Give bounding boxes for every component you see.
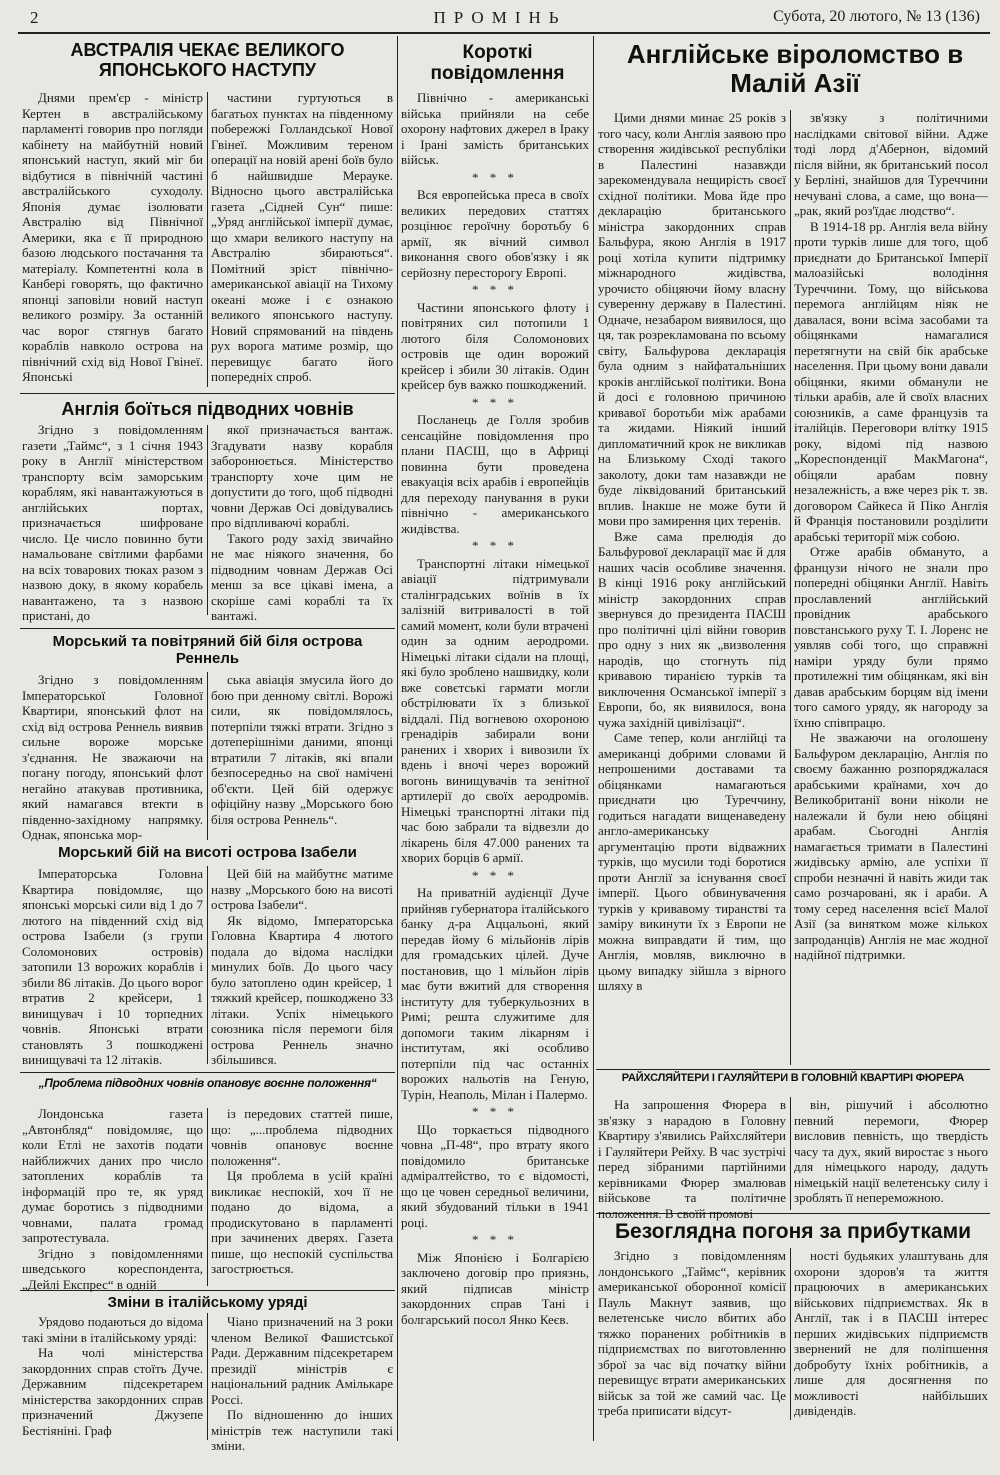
article-body: [211, 672, 393, 827]
separator-asterisks: * * *: [472, 1104, 518, 1119]
paragraph: Такого роду захід звичайно не має ніякого значення, бо підводним човнам Держав Осі менш за все цікаві імена, а скоріше самі кораблі та їх вантажі.: [211, 530, 393, 623]
brief-item: Між Японією і Болгарією заключено договір про приязнь, який підписав міністр закордонних справ Тані і болгарський посол Янко Кеєв.: [401, 1249, 589, 1327]
subcolumn-divider: [207, 1313, 208, 1440]
paragraph: Лондонська газета „Автонбляд“ повідомляє, що коли Етлі не захотів подати найближчих даних про число затоплених кораблів та інформацій про те, як уряд думає боротись з підводними човнами, палата громад запротестувала.: [22, 1106, 203, 1245]
article-body: [598, 1097, 786, 1221]
paragraph: Як відомо, Імператорська Головна Квартира 4 лютого подала до відома наслідки минулих боїв. До цього часу було затоплено один крейсер, 1 тяжкий крейсер, пошкоджено 33 літаки. Успіх німецького союзника після перемоги біля острова Реннель значно збільшився.: [211, 912, 393, 1067]
article-body: [211, 90, 393, 385]
paragraph: Цими днями минає 25 років з того часу, коли Англія заявою про створення жидівської республіки в Палестині назавжди зарекомендувала нещирість своєї східної політики. Мова йде про декларацію британського міністра закордонних справ Бальфура, якою Англія в 1917 році хотіла купити підтримку міжнародного жидівства, урочисто обіцяючи йому власну суверенну державу в Палестині. Одначе, незабаром виявилося, що ця, так розрекламована по всьому світу, Бальфурова декларація була одним з найфатальніших кроків англійської політики. Вона й досі є головною причиною кривавої боротьби між арабами та жидами. Ніякий інший дипломатичний крок не викликав на Близькому Сході такого заколоту, доки там назавжди не буде ліквідований британський вплив. Інакше не може бути й мови про замирення цих теренів.: [598, 110, 786, 528]
brief-item: Частини японського флоту і повітряних сил потопили 1 лютого біля Соломонових островів ще один ворожий крейсер і збили 30 літаків. Один крейсер був важко пошкоджений.: [401, 299, 589, 392]
subcolumn-divider: [207, 92, 208, 387]
article-rule: [20, 393, 395, 394]
article-title: „Проблема підводних човнів опановує воєнне положення“: [38, 1076, 377, 1090]
column-divider: [593, 36, 594, 1441]
newspaper-name: ПРОМІНЬ: [433, 8, 567, 27]
page-number: 2: [30, 8, 39, 27]
paragraph: Згідно з повідомленням лондонського „Таймс“, керівник американської оборонної комісії Пауль Макнут заявив, що велетенське число вбитих або тяжко поранених робітників в підприємствах по виготовленню зброї за час від початку війни перевищує втрати американських військ за той же самий час. Це треба приписати відсут-: [598, 1248, 786, 1418]
paragraph: Згідно з повідомленням газети „Таймс“, з 1 січня 1943 року в Англії міністерством транспорту всім заморським кораблям, які навантажуються в англійських портах, призначається шифроване число. Це число повинно бути намальоване світлими фарбами на всіх товарових тюках разом з назвою доку, в якому корабель навантажено, та з назвою пристані, до: [22, 422, 203, 623]
article-rule: [20, 1072, 395, 1073]
subcolumn-divider: [790, 110, 791, 1065]
paragraph: зв'язку з політичними наслідками світової війни. Адже тоді лорд д'Абернон, відомий після війни, як британський посол у Берліні, знайшов для Туреччини нечувані слова, а саме, що вона—„рак, який роз'їдає людство“.: [794, 110, 988, 218]
article-body: [211, 422, 393, 624]
subcolumn-divider: [207, 672, 208, 840]
paragraph: частини гуртуються в багатьох пунктах на південному побережжі Голландської Нової Гвінеї. Можливим тереном операції на новій арені боїв було б найшвидше Мерауке. Відносно цього австралійська газета „Сідней Сун“ пише: „Уряд англійської імперії думає, що хмари великого наступу на Австралію збираються“. Помітний зріст північно-американської авіації на Тихому океані може і є ознакою великого японського наступу. Новий спрямований на південь рух ворога матиме розмір, що перевищує багато його попередніх спроб.: [211, 90, 393, 384]
briefs-title: Короткі повідомлення: [430, 42, 565, 85]
subcolumn-divider: [790, 1248, 791, 1420]
separator-asterisks: * * *: [472, 1232, 518, 1247]
paragraph: Імператорська Головна Квартира повідомляє, що японські морські сили від 1 до 7 лютого на південний схід від острова Ізабели (з групи Соломонових островів) затопили 13 ворожих кораблів і збили 86 літаків. До цього ворог втратив 2 крейсери, 1 винищувач і 10 торпедних човнів. Японські втрати становлять 3 пошкоджені винищувачі та 12 літаків.: [22, 866, 203, 1067]
brief-item: На приватній аудієнції Дуче прийняв губернатора італійського банку д-ра Аццальоні, який передав йому 6 мільйонів лірів для громадських цілей. Дуче постановив, що 1 мільйон лірів має бути вжитий для створення інституту для туберкульозних в Римі; решта служитиме для допомоги таким лікарням і інститутам, які особливо потерпіли під час останніх ворожих нальотів на Геную, Турін, Неаполь, Мілан і Палермо.: [401, 885, 589, 1102]
paragraph: він, рішучий і абсолютно певний перемоги, Фюрер висловив певність, що твердість часу та дух, який виростає з нього для німецького народу, дадуть німецькій нації велетенську силу і зроблять її непереможною.: [794, 1097, 988, 1205]
article-body: [211, 866, 393, 1068]
paragraph: Не зважаючи на оголошену Бальфуром декларацію, Англія по своєму бажанню розпоряджалася арабськими країнами, хоч до Великобританії вони ніколи не належали й були нею обіцяні арабам. Сьогодні Англія намагається тримати в Палестині жидівську армію, але успіхи її спроби незначні й навіть жиди так само розчаровані, як і араби. А тому серед населення всієї Малої Азії (за винятком може кількох запроданців) Англія не має жодної надійної підтримки.: [794, 730, 988, 962]
article-body: [211, 1106, 393, 1277]
article-title: Безоглядна погоня за прибутками: [614, 1220, 972, 1243]
article-title: Англійське віроломство в Малій Азії: [626, 39, 964, 99]
article-body: [22, 1106, 203, 1292]
article-body: [794, 1097, 988, 1206]
article-body: [794, 1248, 988, 1419]
article-body: [211, 1314, 393, 1454]
issue-date: Субота, 20 лютого, № 13 (136): [773, 8, 980, 25]
paragraph: ська авіація змусила його до бою при денному світлі. Ворожі сили, як повідомлялось, потерпіли тяжкі втрати. Згідно з дотеперішніми даними, японці втратили 7 літаків, які впали безпосередньо на свої намічені об'єкти. Цей бій одержує офіційну назву „Морського бою біля острова Реннель“.: [211, 672, 393, 827]
article-rule: [596, 1069, 990, 1070]
article-body: [22, 90, 203, 385]
subcolumn-divider: [207, 425, 208, 615]
brief-item: Північно - американські війська прийняли на себе охорону нафтових джерел в Іраку і Ірані замість британських військ.: [401, 90, 589, 167]
separator-asterisks: * * *: [472, 394, 518, 410]
brief-item: Посланець де Голля зробив сенсаційне повідомлення про плани ПАСШ, що в Африці повинна бути проведена евакуація всіх арабів і европейців для переходу панування в руки північно - американського жидівства.: [401, 412, 589, 536]
separator-asterisks: * * *: [472, 169, 518, 185]
paragraph: Чіано призначений на 3 роки членом Великої Фашистської Ради. Державним підсекретарем президії міністрів є національний радник Амількаре Россі.: [211, 1314, 393, 1407]
separator-asterisks: * * *: [472, 538, 518, 553]
paragraph: По відношенню до інших міністрів теж наступили такі зміни.: [211, 1407, 393, 1453]
header-rule: [18, 32, 990, 34]
article-body: [794, 110, 988, 963]
subcolumn-divider: [207, 866, 208, 1064]
article-body: [22, 672, 203, 843]
paragraph: Отже арабів обмануто, а французи нічого не знали про попередні обіцянки Англії. Навіть прославлений англійський провідник арабського повстанського руху Т. І. Лоренс не уявляв собі того, що справжні наміри уряду були прямо протилежні тим обіцянкам, які він давав арабським борцям від імени того самого уряду, як нагороду за їхню співпрацю.: [794, 544, 988, 730]
paragraph: ності будьяких улаштувань для охорони здоров'я та життя працюючих в американських військових підприємствах. Як в Англії, так і в ПАСШ інтерес перших жидівських підприємств звернений не для поліпшення добробуту їхніх робітників, а лише для досягнення по можливості найбільших дивідендів.: [794, 1248, 988, 1418]
paragraph: Урядово подаються до відома такі зміни в італійському уряді:: [22, 1314, 203, 1345]
briefs-body: [401, 90, 589, 1327]
article-body: [22, 866, 203, 1068]
brief-item: Транспортні літаки німецької авіації підтримували сталінградських воїнів в їх залізній витривалості в той самий момент, коли були втрачені один за одним аеродроми. Німецькі літаки сідали на площі, які було зроблено нашвидку, коли вже совєтські гармати могли обстрілювати їх з близької віддалі. Під вогневою охороною гренадірів забирали вони ранених і хворих і вивозили їх вдень і вночі через ворожий вогонь винищувачів та зенітної артилерії до своїх аеродромів. Німецькі транспортні літаки під час бою забрали та відвезли до лікарень біля 47.000 ранених та хворих борців 6 армії.: [401, 555, 589, 865]
article-body: [598, 110, 786, 994]
article-title: Морський та повітряний бій біля острова Реннель: [52, 633, 363, 667]
paragraph: В 1914-18 рр. Англія вела війну проти турків лише для того, щоб приєднати до Британської Імперії малоазійські володіння Туреччини. Тому, що військова перемога англійцям ніяк не давалася, вони всіма засобами та обіцянками намагалися перетягнути на свій бік арабське населення. При цьому вони давали обіцянки, якими обманули не тільки арабів, але й своїх власних союзників, а саме французів та італійців. Переговори влітку 1915 року, відомі під назвою „Кореспонденції МакМагона“, обіцяли арабам повну незалежність, а вже через рік т. зв. договором Сайкеса й Піко Англія й Франція постановили розділити арабські території між собою.: [794, 218, 988, 544]
paragraph: Згідно з повідомленнями шведського кореспондента, „Дейлі Експрес“ в одній: [22, 1245, 203, 1292]
paragraph: На запрошення Фюрера в зв'язку з нарадою в Головну Квартиру з'явились Райхсляйтери і Гауляйтери Рейху. В час зустрічі перед зібраними партійними керівниками Фюрер змалював військове та політичне положення. В своїй промові: [598, 1097, 786, 1221]
article-title: Зміни в італійському уряді: [107, 1294, 308, 1311]
separator-asterisks: * * *: [472, 867, 518, 883]
article-body: [22, 422, 203, 624]
article-body: [22, 1314, 203, 1438]
paragraph: із передових статтей пише, що: „...проблема підводних човнів опановує воєнне положення“.: [211, 1106, 393, 1168]
paragraph: Вже сама прелюдія до Бальфурової декларації має й для наших часів особливе значення. В кінці 1916 року англійський міністр закордонних справ звернувся до президента ПАСШ про політичні цілі війни говорив про одну з них як „визволення народів, що стогнуть під кривавою тиранією турків та виключення Османської імперії з Европи, бо, як виявилося, вона чужа західній цивілізації“.: [598, 528, 786, 730]
paragraph: Днями прем'єр - міністр Кертен в австралійському парламенті говорив про погляди кабінету на майбутній новий японський наступ, який міг би відбутися в північній частині австралійського суходолу. Японія думає ізолювати Австралію від Північної Америки, яка є її природною базою людського постачання та матеріалу. Компетентні кола в Канбері говорять, що фактично японці заповіли новий наступ великого розміру. За останній час ворог стягнув багато кораблів навколо острова на північний схід від Нової Гвінеї. Японські: [22, 90, 203, 384]
brief-item: Вся европейська преса в своїх великих передових статтях розцінює героїчну боротьбу 6 армії, як вічний символ виконання свого обов'язку і як серйозну пересторогу Европі.: [401, 187, 589, 280]
article-title: Англія боїться підводних човнів: [61, 399, 354, 419]
subcolumn-divider: [790, 1097, 791, 1210]
article-title: Морський бій на висоті острова Ізабели: [58, 844, 357, 861]
paragraph: якої призначається вантаж. Згадувати назву корабля заборонюється. Міністерство транспорту хоче цим не допустити до того, щоб підводні човни Держав Осі довідувались про відпливаючі кораблі.: [211, 422, 393, 530]
paragraph: Ця проблема в усій країні викликає неспокій, хоч її не подано до відома, а продискутовано в парламенті при зачинених дверях. Газета пише, що неспокій суспільства загострюється.: [211, 1168, 393, 1276]
separator-asterisks: * * *: [472, 282, 518, 297]
paragraph: На чолі міністерства закордонних справ стоїть Дуче. Державним підсекретарем міністерства закордонних справ призначений Джузепе Бестіяніні. Граф: [22, 1345, 203, 1438]
subcolumn-divider: [207, 1108, 208, 1286]
brief-item: Що торкається підводного човна „П-48“, про втрату якого повідомило британське адміралтейство, то є відомості, що це човен середньої величини, який збудований тільки в 1941 році.: [401, 1121, 589, 1230]
article-body: [598, 1248, 786, 1419]
article-title: АВСТРАЛІЯ ЧЕКАЄ ВЕЛИКОГО ЯПОНСЬКОГО НАСТУПУ: [70, 40, 345, 81]
paragraph: Цей бій на майбутнє матиме назву „Морського бою на висоті острова Ізабели“.: [211, 866, 393, 912]
article-rule: [20, 628, 395, 629]
column-divider: [397, 36, 398, 1441]
paragraph: Згідно з повідомленням Імператорської Головної Квартири, японський флот на схід від острова Реннель виявив сильне вороже морське з'єднання. Не зважаючи на погану погоду, японський флот негайно атакував противника, який намагався втекти в південно-західному напрямку. Однак, японська мор-: [22, 672, 203, 842]
paragraph: Саме тепер, коли англійці та американці добрими словами й непрошеними доставами та обіцянками намагаються приєднати цю Туреччину, годиться нагадати вищенаведену англо-американську аргументацію проти відважних турків, що мусили тоді боротися проти Англії за існування своєї імперії. Цього обвинувачення турків у кривавому тиранстві та заміру викинути їх з Европи не можна виправдати й тим, що Англія, мовляв, виключно в цьому випадку зійшла з вірного шляху в: [598, 730, 786, 993]
article-title: РАЙХСЛЯЙТЕРИ І ГАУЛЯЙТЕРИ В ГОЛОВНІЙ КВАРТИРІ ФЮРЕРА: [621, 1072, 965, 1084]
